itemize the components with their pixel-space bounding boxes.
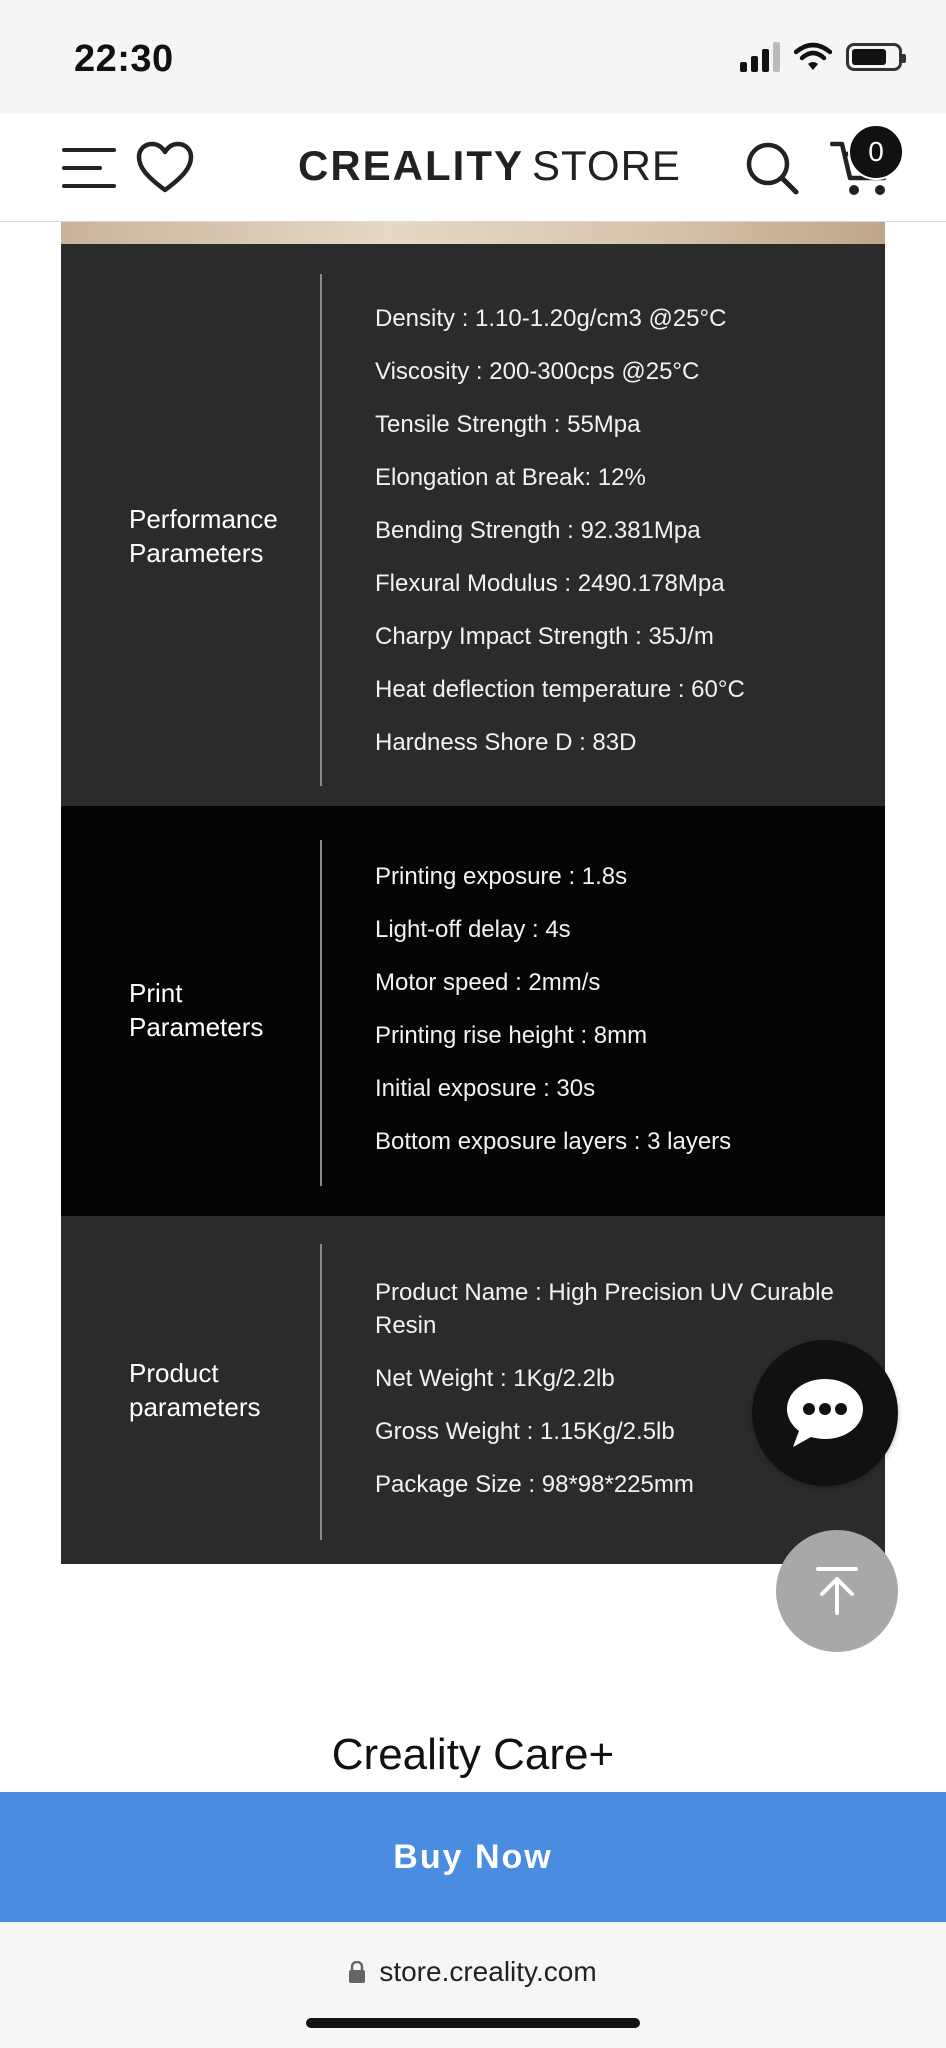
brand-main: CREALITY [298,142,524,189]
spec-item: Package Size : 98*98*225mm [375,1471,694,1498]
status-time: 22:30 [74,38,174,80]
section-divider [320,1244,322,1540]
url-display[interactable] [0,1956,946,1988]
spec-item: Elongation at Break: 12% [375,464,646,491]
status-bar [0,0,946,114]
arrow-up-icon [812,1565,862,1617]
spec-item: Density : 1.10-1.20g/cm3 @25°C [375,305,727,332]
brand-sub: STORE [532,142,681,189]
product-image-strip [61,222,885,244]
heart-icon[interactable] [136,140,194,196]
spec-item: Printing rise height : 8mm [375,1022,648,1049]
spec-item: Flexural Modulus : 2490.178Mpa [375,570,725,597]
spec-item: Hardness Shore D : 83D [375,729,637,756]
spec-item: Bottom exposure layers : 3 layers [375,1128,732,1155]
buy-now-label: Buy Now [393,1837,553,1876]
browser-url-bar [0,1922,946,2048]
spec-list [375,860,855,1178]
section-divider [320,274,322,786]
spec-item: Product Name : High Precision UV Curable Resin [375,1279,834,1339]
home-indicator[interactable] [306,2018,640,2028]
menu-icon[interactable] [62,148,116,188]
care-section-title: Creality Care+ [331,1730,615,1779]
url-text: store.creality.com [379,1956,597,1987]
print-parameters-section [61,806,885,1216]
spec-item: Heat deflection temperature : 60°C [375,676,745,703]
spec-item: Net Weight : 1Kg/2.2lb [375,1365,615,1392]
back-to-top-button[interactable] [776,1530,898,1652]
section-label: Product parameters [129,1358,261,1422]
spec-item: Gross Weight : 1.15Kg/2.5lb [375,1418,675,1445]
chat-icon [783,1375,867,1451]
section-divider [320,840,322,1186]
buy-now-button[interactable] [0,1792,946,1922]
spec-item: Initial exposure : 30s [375,1075,596,1102]
chat-button[interactable] [752,1340,898,1486]
status-icons [740,42,902,72]
performance-parameters-section [61,244,885,806]
section-label: Performance Parameters [129,504,278,568]
spec-item: Tensile Strength : 55Mpa [375,411,641,438]
cart-count-badge[interactable]: 0 [848,124,904,180]
spec-item: Bending Strength : 92.381Mpa [375,517,701,544]
search-icon[interactable] [744,140,800,196]
spec-list [375,302,855,779]
lock-icon [349,1961,365,1983]
spec-item: Viscosity : 200-300cps @25°C [375,358,700,385]
brand-logo[interactable] [298,142,681,190]
spec-item: Charpy Impact Strength : 35J/m [375,623,714,650]
battery-icon [846,43,902,71]
spec-item: Motor speed : 2mm/s [375,969,601,996]
site-header [0,114,946,222]
spec-item: Light-off delay : 4s [375,916,571,943]
cellular-signal-icon [740,42,780,72]
section-label: Print Parameters [129,978,264,1042]
wifi-icon [794,42,832,72]
spec-item: Printing exposure : 1.8s [375,863,628,890]
